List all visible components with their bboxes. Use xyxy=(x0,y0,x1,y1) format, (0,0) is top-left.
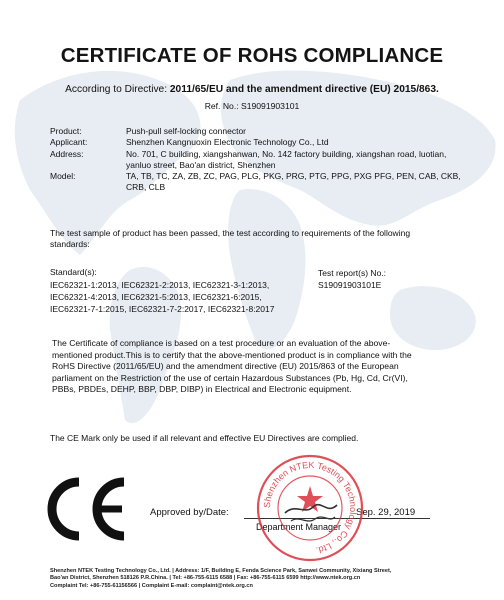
test-statement: The test sample of product has been passed, the test according to requirements of the following standards: xyxy=(50,228,411,250)
company-seal-stamp xyxy=(255,453,365,563)
field-label: Applicant: xyxy=(50,137,88,148)
footer-line: Bao'an District, Shenzhen 518126 P.R.China. | Tel: +86-755-6115 6588 | Fax: +86-755-6115 6599 http://www.ntek.org.cn xyxy=(50,575,361,582)
field-applicant xyxy=(50,137,470,148)
signatory-title: Department Manager xyxy=(256,522,342,532)
standards-heading: Standard(s): xyxy=(50,267,97,277)
field-value: No. 701, C building, xiangshanwan, No. 142 factory building, xiangshan road, luotian, yanluo street, Bao'an district, Shenzhen xyxy=(126,148,447,170)
field-label: Address: xyxy=(50,148,84,159)
report-heading: Test report(s) No.: xyxy=(318,268,387,278)
field-product xyxy=(50,126,470,137)
standard-line: IEC62321-1:2013, IEC62321-2:2013, IEC62321-3-1:2013, xyxy=(50,280,270,290)
approved-by-label: Approved by/Date: xyxy=(150,507,229,518)
field-label: Product: xyxy=(50,126,82,136)
directive-prefix: According to Directive: xyxy=(65,84,170,95)
approval-date: Sep. 29, 2019 xyxy=(356,507,416,518)
svg-text:Shenzhen NTEK Testing Technolo: Shenzhen NTEK Testing Technology Co., Ltd. xyxy=(261,459,359,556)
footer-line: Shenzhen NTEK Testing Technology Co., Ltd. | Address: 1/F, Building E, Fenda Science Park, Sanwei Community, Xixiang Street, xyxy=(50,568,392,574)
standards-list xyxy=(50,279,320,315)
directive-line xyxy=(0,84,504,95)
field-label: Model: xyxy=(50,171,76,182)
field-address xyxy=(50,149,470,172)
reference-number: Ref. No.: S19091903101 xyxy=(204,101,300,111)
directive-reference: 2011/65/EU and the amendment directive (EU) 2015/863. xyxy=(169,84,439,95)
footer-line: Complaint Tel: +86-755-61156566 | Complaint E-mail: complaint@ntek.org.cn xyxy=(50,582,253,589)
standard-line: IEC62321-4:2013, IEC62321-5:2013, IEC62321-6:2015, xyxy=(50,292,262,302)
field-value: TA, TB, TC, ZA, ZB, ZC, PAG, PLG, PKG, PRG, PTG, PPG, PXG PFG, PEN, CAB, CKB, CRB, CLB xyxy=(126,171,461,193)
test-report xyxy=(318,267,386,291)
field-model xyxy=(50,171,470,194)
ce-mark-logo xyxy=(46,476,132,542)
footer-contact xyxy=(50,568,480,590)
compliance-statement: The Certificate of compliance is based on a test procedure or an evaluation of the above-mentioned product.This is to certify that the above-mentioned product is in compliance with the RoHS Directive (2011/65/EU) and the amendment directive (EU) 2015/863 of the European parliament on the Restriction of the use of certain Hazardous Substances (Pb, Hg, Cd, Cr(VI), PBBs, PBDEs, DEHP, BBP, DBP, DIBP) in Electrical and Electronic equipment. xyxy=(52,338,412,395)
field-value: Shenzhen Kangnuoxin Electronic Technology Co., Ltd xyxy=(126,137,329,148)
report-number: S19091903101E xyxy=(318,280,382,290)
certificate-title: CERTIFICATE OF ROHS COMPLIANCE xyxy=(60,44,444,67)
field-value: Push-pull self-locking connector xyxy=(126,126,247,136)
applicant-details xyxy=(50,126,470,194)
standard-line: IEC62321-7-1:2015, IEC62321-7-2:2017, IEC62321-8:2017 xyxy=(50,304,275,314)
ce-mark-note: The CE Mark only be used if all relevant and effective EU Directives are complied. xyxy=(50,433,359,443)
